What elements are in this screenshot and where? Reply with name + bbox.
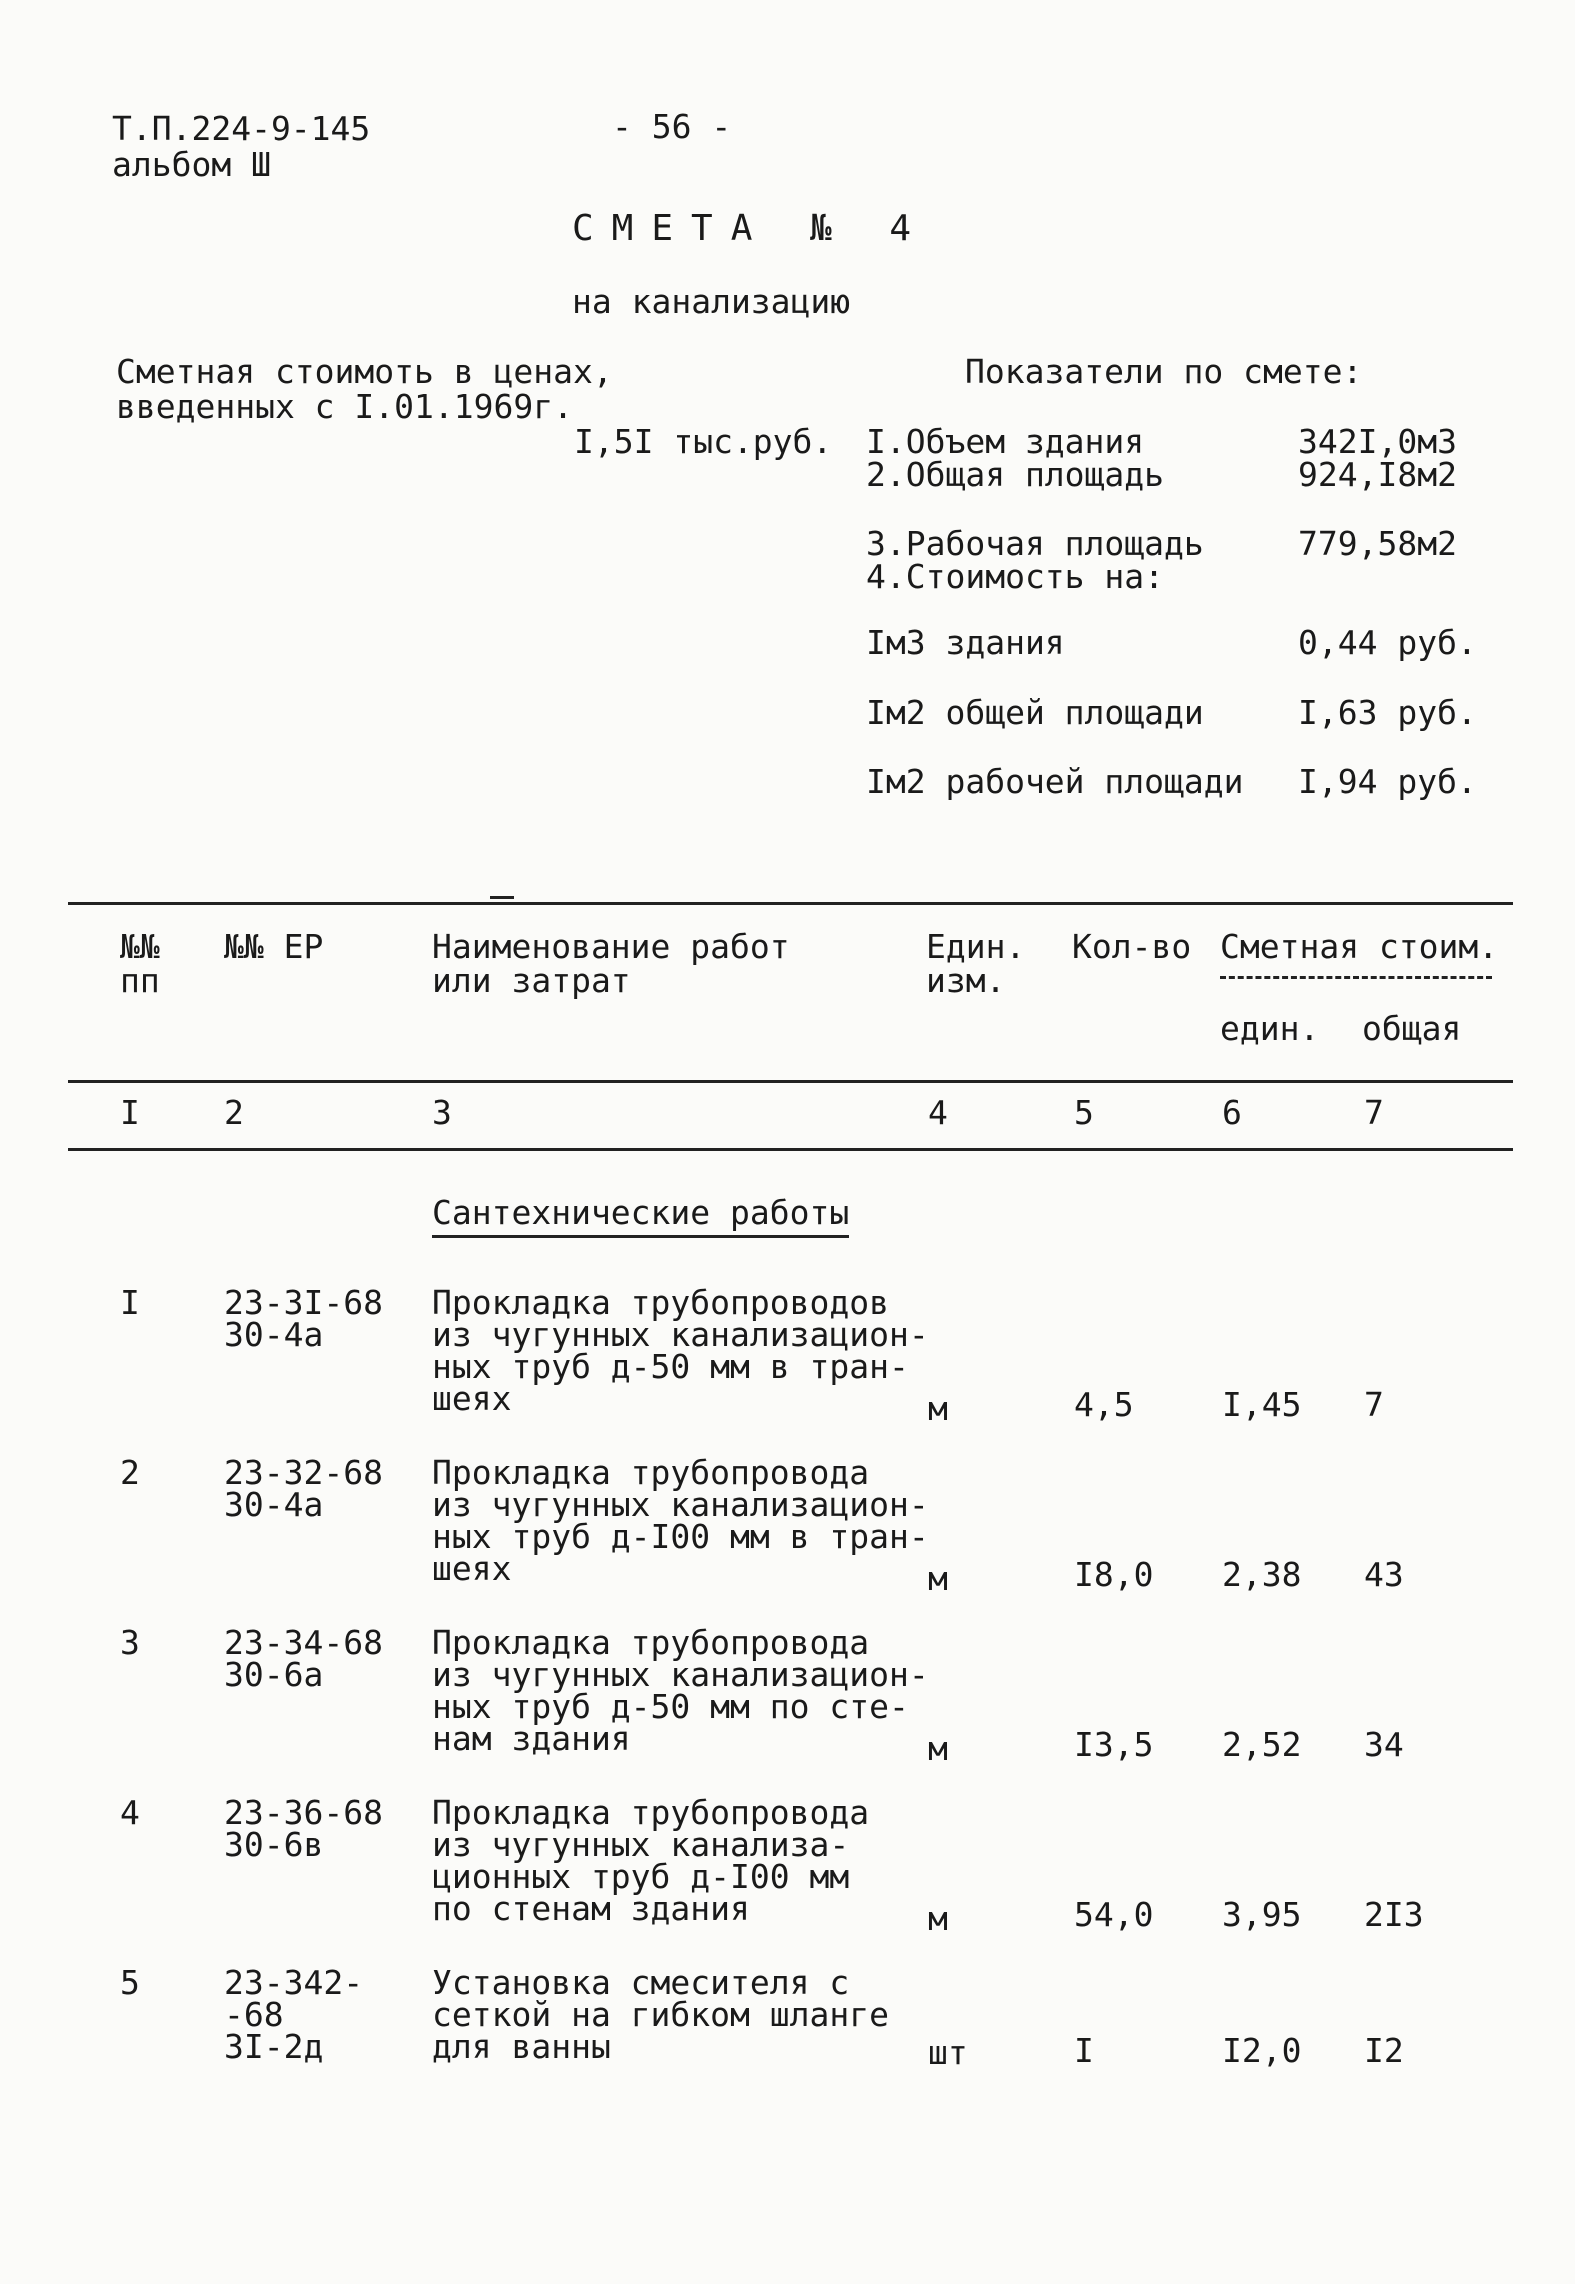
row-code: 23-3I-68 bbox=[224, 1283, 383, 1322]
header-total: общая bbox=[1362, 1009, 1462, 1048]
row-unit: м bbox=[928, 1389, 948, 1428]
row-name: шеях bbox=[432, 1549, 512, 1588]
indicators-title: Показатели по смете: bbox=[965, 352, 1363, 391]
page-number: - 56 - bbox=[612, 107, 732, 146]
row-name: Прокладка трубопровода bbox=[432, 1453, 870, 1492]
indicator-label: Iм2 рабочей площади bbox=[866, 762, 1244, 801]
row-name: нам здания bbox=[432, 1719, 631, 1758]
indicator-value: 924,I8м2 bbox=[1298, 455, 1457, 494]
row-name: сеткой на гибком шланге bbox=[432, 1995, 889, 2034]
row-unit: м bbox=[928, 1899, 948, 1938]
row-qty: 4,5 bbox=[1074, 1385, 1134, 1424]
header-code: №№ ЕР bbox=[224, 927, 324, 966]
column-number: 2 bbox=[224, 1093, 244, 1132]
row-name: Прокладка трубопровода bbox=[432, 1793, 870, 1832]
row-price: I,45 bbox=[1222, 1385, 1302, 1424]
row-total: 43 bbox=[1364, 1555, 1404, 1594]
row-name: из чугунных канализа- bbox=[432, 1825, 850, 1864]
header-cost-dash bbox=[1220, 976, 1492, 979]
rule-mark bbox=[490, 896, 514, 899]
row-name: ных труб д-50 мм в тран- bbox=[432, 1347, 909, 1386]
document-code: Т.П.224-9-145 bbox=[112, 109, 371, 148]
row-name: из чугунных канализацион- bbox=[432, 1315, 929, 1354]
column-number: 5 bbox=[1074, 1093, 1094, 1132]
row-code: 30-4а bbox=[224, 1315, 324, 1354]
column-number: 4 bbox=[928, 1093, 948, 1132]
row-name: Прокладка трубопроводов bbox=[432, 1283, 889, 1322]
album-label: альбом Ш bbox=[112, 145, 271, 184]
row-code: 23-36-68 bbox=[224, 1793, 383, 1832]
header-unit: изм. bbox=[926, 961, 1006, 1000]
row-code: 23-342- bbox=[224, 1963, 364, 2002]
row-name: ных труб д-I00 мм в тран- bbox=[432, 1517, 929, 1556]
indicator-label: 3.Рабочая площадь bbox=[866, 524, 1204, 563]
row-code: 30-6а bbox=[224, 1655, 324, 1694]
row-total: 7 bbox=[1364, 1385, 1384, 1424]
header-num: пп bbox=[120, 961, 160, 1000]
table-header-rule bbox=[68, 1080, 1513, 1083]
row-name: шеях bbox=[432, 1379, 512, 1418]
row-qty: 54,0 bbox=[1074, 1895, 1154, 1934]
header-name: Наименование работ bbox=[432, 927, 790, 966]
row-code: 30-4а bbox=[224, 1485, 324, 1524]
row-code: -68 bbox=[224, 1995, 284, 2034]
indicator-label: I.Объем здания bbox=[866, 422, 1145, 461]
row-name: Прокладка трубопровода bbox=[432, 1623, 870, 1662]
table-colnum-rule bbox=[68, 1148, 1513, 1151]
row-number: 5 bbox=[120, 1963, 140, 2002]
header-cost: Сметная стоим. bbox=[1220, 927, 1499, 966]
row-price: 2,38 bbox=[1222, 1555, 1302, 1594]
cost-value: I,5I тыс.руб. bbox=[574, 422, 833, 461]
indicator-label: 2.Общая площадь bbox=[866, 455, 1165, 494]
row-total: 2I3 bbox=[1364, 1895, 1424, 1934]
header-unit-price: един. bbox=[1220, 1009, 1320, 1048]
row-number: 3 bbox=[120, 1623, 140, 1662]
row-total: I2 bbox=[1364, 2031, 1404, 2070]
cost-label-line-2: введенных с I.01.1969г. bbox=[116, 387, 573, 426]
column-number: 7 bbox=[1364, 1093, 1384, 1132]
row-price: 3,95 bbox=[1222, 1895, 1302, 1934]
row-name: ционных труб д-I00 мм bbox=[432, 1857, 850, 1896]
indicator-label: Iм3 здания bbox=[866, 623, 1065, 662]
row-name: из чугунных канализацион- bbox=[432, 1485, 929, 1524]
row-unit: м bbox=[928, 1729, 948, 1768]
indicator-value: I,63 руб. bbox=[1298, 693, 1477, 732]
header-qty: Кол-во bbox=[1072, 927, 1192, 966]
row-name: из чугунных канализацион- bbox=[432, 1655, 929, 1694]
table-top-rule bbox=[68, 902, 1513, 905]
row-unit: м bbox=[928, 1559, 948, 1598]
row-name: Установка смесителя с bbox=[432, 1963, 850, 2002]
row-code: 30-6в bbox=[224, 1825, 324, 1864]
indicator-value: I,94 руб. bbox=[1298, 762, 1477, 801]
row-qty: I8,0 bbox=[1074, 1555, 1154, 1594]
row-name: ных труб д-50 мм по сте- bbox=[432, 1687, 909, 1726]
row-price: I2,0 bbox=[1222, 2031, 1302, 2070]
indicator-label: 4.Стоимость на: bbox=[866, 557, 1165, 596]
row-number: I bbox=[120, 1283, 140, 1322]
indicator-value: 342I,0м3 bbox=[1298, 422, 1457, 461]
row-code: 3I-2д bbox=[224, 2027, 324, 2066]
document-title: СМЕТА № 4 bbox=[572, 208, 930, 249]
column-number: 3 bbox=[432, 1093, 452, 1132]
document-subtitle: на канализацию bbox=[572, 282, 851, 321]
row-unit: шт bbox=[928, 2033, 968, 2072]
section-title: Сантехнические работы bbox=[432, 1196, 849, 1238]
row-number: 2 bbox=[120, 1453, 140, 1492]
header-unit: Един. bbox=[926, 927, 1026, 966]
indicator-value: 0,44 руб. bbox=[1298, 623, 1477, 662]
column-number: 6 bbox=[1222, 1093, 1242, 1132]
row-price: 2,52 bbox=[1222, 1725, 1302, 1764]
header-num: №№ bbox=[120, 927, 160, 966]
row-number: 4 bbox=[120, 1793, 140, 1832]
row-total: 34 bbox=[1364, 1725, 1404, 1764]
row-code: 23-32-68 bbox=[224, 1453, 383, 1492]
row-qty: I3,5 bbox=[1074, 1725, 1154, 1764]
row-name: для ванны bbox=[432, 2027, 611, 2066]
indicator-value: 779,58м2 bbox=[1298, 524, 1457, 563]
indicator-label: Iм2 общей площади bbox=[866, 693, 1204, 732]
row-name: по стенам здания bbox=[432, 1889, 750, 1928]
row-qty: I bbox=[1074, 2031, 1094, 2070]
header-name: или затрат bbox=[432, 961, 631, 1000]
column-number: I bbox=[120, 1093, 140, 1132]
cost-label-line-1: Сметная стоимоть в ценах, bbox=[116, 352, 613, 391]
row-code: 23-34-68 bbox=[224, 1623, 383, 1662]
